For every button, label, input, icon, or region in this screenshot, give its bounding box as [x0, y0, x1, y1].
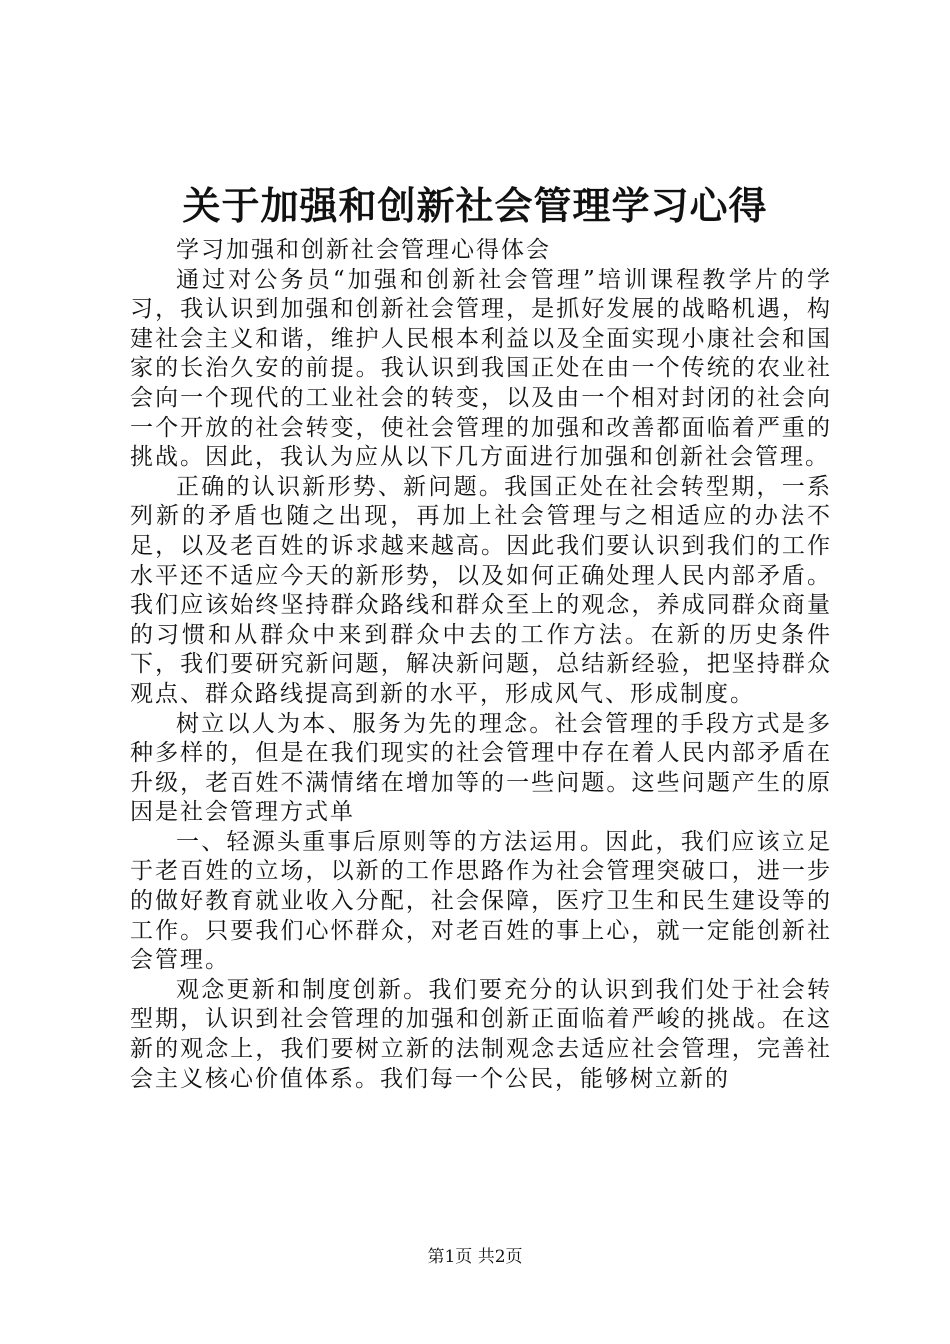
- paragraph: 正确的认识新形势、新问题。我国正处在社会转型期，一系列新的矛盾也随之出现，再加上社会管理与之相适应的办法不足，以及老百姓的诉求越来越高。因此我们要认识到我们的工作水平还不适应今天的新形势，以及如何正确处理人民内部矛盾。我们应该始终坚持群众路线和群众至上的观念，养成同群众商量的习惯和从群众中来到群众中去的工作方法。在新的历史条件下，我们要研究新问题，解决新问题，总结新经验，把坚持群众观点、群众路线提高到新的水平，形成风气、形成制度。: [130, 473, 832, 707]
- page-footer: 第1页 共2页: [427, 1247, 523, 1267]
- paragraph: 一、轻源头重事后原则等的方法运用。因此，我们应该立足于老百姓的立场，以新的工作思路作为社会管理突破口，进一步的做好教育就业收入分配，社会保障，医疗卫生和民生建设等的工作。只要我们心怀群众，对老百姓的事上心，就一定能创新社会管理。: [130, 828, 832, 974]
- paragraph: 通过对公务员“加强和创新社会管理”培训课程教学片的学习，我认识到加强和创新社会管理，是抓好发展的战略机遇，构建社会主义和谐，维护人民根本利益以及全面实现小康社会和国家的长治久安的前提。我认识到我国正处在由一个传统的农业社会向一个现代的工业社会的转变，以及由一个相对封闭的社会向一个开放的社会转变，使社会管理的加强和改善都面临着严重的挑战。因此，我认为应从以下几方面进行加强和创新社会管理。: [130, 266, 832, 471]
- document-body: [130, 236, 832, 1094]
- paragraph: 观念更新和制度创新。我们要充分的认识到我们处于社会转型期，认识到社会管理的加强和创新正面临着严峻的挑战。在这新的观念上，我们要树立新的法制观念去适应社会管理，完善社会主义核心价值体系。我们每一个公民，能够树立新的: [130, 976, 832, 1092]
- document-title: 关于加强和创新社会管理学习心得: [182, 184, 768, 228]
- paragraph: 树立以人为本、服务为先的理念。社会管理的手段方式是多种多样的，但是在我们现实的社会管理中存在着人民内部矛盾在升级，老百姓不满情绪在增加等的一些问题。这些问题产生的原因是社会管理方式单: [130, 710, 832, 826]
- paragraph-subtitle: 学习加强和创新社会管理心得体会: [176, 237, 551, 263]
